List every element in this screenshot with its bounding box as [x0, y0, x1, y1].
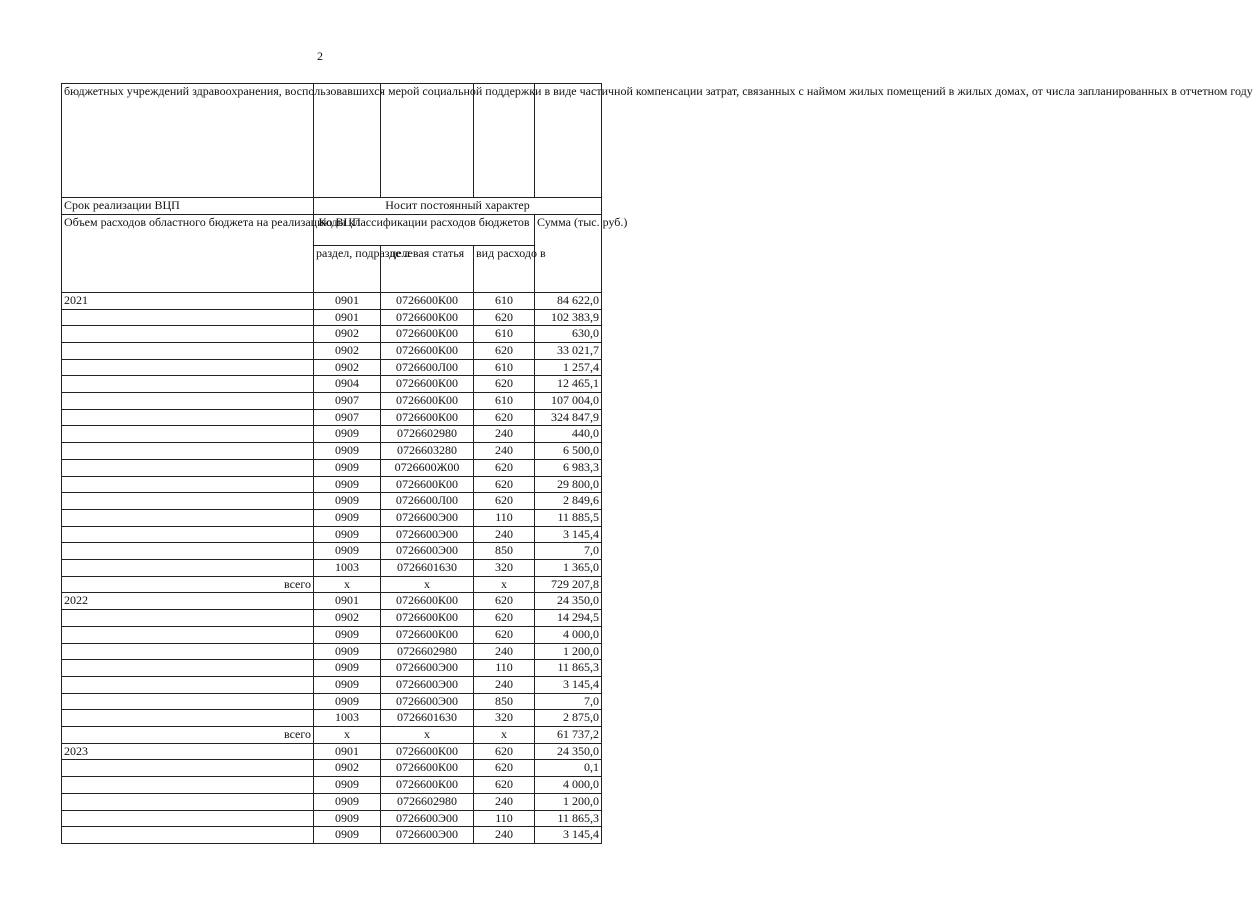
type-code: 610: [474, 359, 535, 376]
target-code: 0726602980: [381, 793, 474, 810]
year-cell: [62, 443, 314, 460]
total-sum: 729 207,8: [535, 576, 602, 593]
target-code: 0726600Э00: [381, 810, 474, 827]
section-code: 0909: [314, 793, 381, 810]
type-code: 240: [474, 676, 535, 693]
expenses-label: Объем расходов областного бюджета на реализацию ВЦП: [62, 214, 314, 292]
total-section: х: [314, 727, 381, 744]
table-row: [62, 376, 602, 393]
section-code: 0909: [314, 526, 381, 543]
type-code: 110: [474, 810, 535, 827]
sum-value: 1 365,0: [535, 560, 602, 577]
type-code: 620: [474, 610, 535, 627]
type-code: 620: [474, 743, 535, 760]
sum-value: 4 000,0: [535, 626, 602, 643]
section-code: 0909: [314, 426, 381, 443]
sum-value: 107 004,0: [535, 393, 602, 410]
year-cell: [62, 643, 314, 660]
year-cell: [62, 760, 314, 777]
year-label: 2021: [62, 292, 314, 309]
type-code: 240: [474, 643, 535, 660]
section-code: 0909: [314, 676, 381, 693]
type-code: 620: [474, 376, 535, 393]
table-row: [62, 593, 602, 610]
table-row: [62, 409, 602, 426]
target-code: 0726600К00: [381, 292, 474, 309]
table-row: [62, 359, 602, 376]
sum-value: 0,1: [535, 760, 602, 777]
section-code: 0902: [314, 610, 381, 627]
section-code: 0902: [314, 760, 381, 777]
type-code: 620: [474, 760, 535, 777]
type-code: 240: [474, 526, 535, 543]
year-cell: [62, 560, 314, 577]
target-code: 0726600К00: [381, 610, 474, 627]
section-code: 0907: [314, 409, 381, 426]
sum-value: 3 145,4: [535, 526, 602, 543]
table-row: [62, 610, 602, 627]
target-code: 0726600К00: [381, 376, 474, 393]
section-code: 0901: [314, 593, 381, 610]
sum-value: 1 200,0: [535, 643, 602, 660]
year-cell: [62, 309, 314, 326]
type-code: 620: [474, 476, 535, 493]
type-code: 620: [474, 342, 535, 359]
total-type: х: [474, 727, 535, 744]
table-row: [62, 793, 602, 810]
table-row: [62, 342, 602, 359]
type-code: 240: [474, 827, 535, 844]
year-cell: [62, 526, 314, 543]
total-row: [62, 727, 602, 744]
target-code: 0726600Ж00: [381, 459, 474, 476]
term-label: Срок реализации ВЦП: [62, 198, 314, 215]
target-code: 0726600Э00: [381, 660, 474, 677]
year-label: 2022: [62, 593, 314, 610]
total-target: х: [381, 576, 474, 593]
target-code: 0726600Э00: [381, 693, 474, 710]
type-code: 620: [474, 493, 535, 510]
total-row: [62, 576, 602, 593]
sum-value: 1 200,0: [535, 793, 602, 810]
target-code: 0726600К00: [381, 777, 474, 794]
year-cell: [62, 660, 314, 677]
sum-value: 7,0: [535, 693, 602, 710]
section-code: 0909: [314, 810, 381, 827]
section-code: 0902: [314, 342, 381, 359]
sum-value: 102 383,9: [535, 309, 602, 326]
sum-value: 1 257,4: [535, 359, 602, 376]
total-label: всего: [62, 727, 314, 744]
codes-header: Коды классификации расходов бюджетов: [314, 214, 535, 245]
type-code: 620: [474, 777, 535, 794]
target-code: 0726600Э00: [381, 827, 474, 844]
section-code: 0902: [314, 359, 381, 376]
table-row: [62, 493, 602, 510]
year-cell: [62, 693, 314, 710]
table-row: [62, 643, 602, 660]
type-code: 850: [474, 693, 535, 710]
col-section-header: раздел, подразде л: [314, 245, 381, 292]
target-code: 0726601630: [381, 560, 474, 577]
target-code: 0726600Э00: [381, 509, 474, 526]
year-cell: [62, 376, 314, 393]
sum-value: 11 865,3: [535, 660, 602, 677]
year-cell: [62, 426, 314, 443]
year-cell: [62, 459, 314, 476]
type-code: 620: [474, 593, 535, 610]
type-code: 240: [474, 793, 535, 810]
target-code: 0726600К00: [381, 593, 474, 610]
sum-value: 33 021,7: [535, 342, 602, 359]
sum-value: 11 885,5: [535, 509, 602, 526]
sum-value: 24 350,0: [535, 743, 602, 760]
section-code: 0909: [314, 660, 381, 677]
table-row: [62, 443, 602, 460]
type-code: 320: [474, 710, 535, 727]
sum-value: 6 500,0: [535, 443, 602, 460]
table-row: [62, 810, 602, 827]
sum-value: 630,0: [535, 326, 602, 343]
term-row: [62, 198, 602, 215]
table-row: [62, 827, 602, 844]
program-table: [61, 83, 1253, 844]
table-row: [62, 693, 602, 710]
section-code: 0909: [314, 476, 381, 493]
table-row: [62, 393, 602, 410]
year-cell: [62, 610, 314, 627]
sum-value: 24 350,0: [535, 593, 602, 610]
year-cell: [62, 359, 314, 376]
sum-value: 14 294,5: [535, 610, 602, 627]
total-section: х: [314, 576, 381, 593]
section-code: 0909: [314, 443, 381, 460]
section-code: 0909: [314, 626, 381, 643]
section-code: 0909: [314, 643, 381, 660]
page-number: 2: [317, 49, 323, 63]
sum-value: 7,0: [535, 543, 602, 560]
target-code: 0726600Э00: [381, 526, 474, 543]
target-code: 0726602980: [381, 643, 474, 660]
sum-value: 2 849,6: [535, 493, 602, 510]
section-code: 0902: [314, 326, 381, 343]
target-code: 0726602980: [381, 426, 474, 443]
sum-value: 440,0: [535, 426, 602, 443]
table-row: [62, 777, 602, 794]
year-cell: [62, 409, 314, 426]
section-code: 0909: [314, 493, 381, 510]
target-code: 0726601630: [381, 710, 474, 727]
target-code: 0726600К00: [381, 326, 474, 343]
sum-value: 3 145,4: [535, 676, 602, 693]
total-type: х: [474, 576, 535, 593]
target-code: 0726600К00: [381, 309, 474, 326]
table-row: [62, 660, 602, 677]
target-code: 0726600Л00: [381, 359, 474, 376]
indicator-text: бюджетных учреждений здравоохранения, воспользовавшихся мерой социальной поддержки в виде частичной компенсации затрат, связанных с наймом жилых помещений в жилых домах, от числа запланированных в отчетном году: [62, 84, 314, 198]
section-code: 0907: [314, 393, 381, 410]
year-cell: [62, 476, 314, 493]
target-code: 0726600К00: [381, 743, 474, 760]
section-code: 0909: [314, 459, 381, 476]
year-cell: [62, 326, 314, 343]
col-type-header: вид расходо в: [474, 245, 535, 292]
section-code: 0901: [314, 743, 381, 760]
section-code: 1003: [314, 710, 381, 727]
section-code: 0909: [314, 509, 381, 526]
section-code: 0909: [314, 543, 381, 560]
table-row: [62, 476, 602, 493]
target-code: 0726600К00: [381, 476, 474, 493]
year-cell: [62, 827, 314, 844]
sum-value: 2 875,0: [535, 710, 602, 727]
term-value: Носит постоянный характер: [314, 198, 602, 215]
target-code: 0726600Э00: [381, 676, 474, 693]
year-cell: [62, 793, 314, 810]
type-code: 610: [474, 292, 535, 309]
table-row: [62, 426, 602, 443]
table-row: [62, 292, 602, 309]
type-code: 620: [474, 626, 535, 643]
total-target: х: [381, 727, 474, 744]
section-code: 0904: [314, 376, 381, 393]
sum-header: Сумма (тыс. руб.): [535, 214, 602, 292]
total-sum: 61 737,2: [535, 727, 602, 744]
year-cell: [62, 626, 314, 643]
sum-value: 84 622,0: [535, 292, 602, 309]
section-code: 0901: [314, 292, 381, 309]
year-cell: [62, 393, 314, 410]
table-row: [62, 509, 602, 526]
type-code: 320: [474, 560, 535, 577]
table-row: [62, 743, 602, 760]
year-cell: [62, 810, 314, 827]
indicator-row: [62, 84, 602, 198]
type-code: 620: [474, 409, 535, 426]
type-code: 620: [474, 309, 535, 326]
year-cell: [62, 543, 314, 560]
table-row: [62, 526, 602, 543]
sum-value: 12 465,1: [535, 376, 602, 393]
table-row: [62, 676, 602, 693]
year-cell: [62, 509, 314, 526]
year-label: 2023: [62, 743, 314, 760]
year-cell: [62, 710, 314, 727]
target-code: 0726600К00: [381, 393, 474, 410]
target-code: 0726600К00: [381, 342, 474, 359]
table-row: [62, 560, 602, 577]
year-cell: [62, 777, 314, 794]
table-row: [62, 626, 602, 643]
table-row: [62, 710, 602, 727]
sum-value: 6 983,3: [535, 459, 602, 476]
target-code: 0726600К00: [381, 760, 474, 777]
year-cell: [62, 493, 314, 510]
type-code: 610: [474, 393, 535, 410]
sum-value: 4 000,0: [535, 777, 602, 794]
year-cell: [62, 342, 314, 359]
table-row: [62, 326, 602, 343]
section-code: 0909: [314, 693, 381, 710]
type-code: 240: [474, 426, 535, 443]
target-code: 0726603280: [381, 443, 474, 460]
table-row: [62, 459, 602, 476]
type-code: 620: [474, 459, 535, 476]
table-row: [62, 543, 602, 560]
section-code: 0909: [314, 827, 381, 844]
type-code: 240: [474, 443, 535, 460]
table-row: [62, 760, 602, 777]
section-code: 0901: [314, 309, 381, 326]
target-code: 0726600Э00: [381, 543, 474, 560]
target-code: 0726600К00: [381, 409, 474, 426]
sum-value: 3 145,4: [535, 827, 602, 844]
year-cell: [62, 676, 314, 693]
total-label: всего: [62, 576, 314, 593]
target-code: 0726600К00: [381, 626, 474, 643]
target-code: 0726600Л00: [381, 493, 474, 510]
section-code: 1003: [314, 560, 381, 577]
section-code: 0909: [314, 777, 381, 794]
sum-value: 29 800,0: [535, 476, 602, 493]
type-code: 610: [474, 326, 535, 343]
table-row: [62, 309, 602, 326]
sum-value: 324 847,9: [535, 409, 602, 426]
expenses-header-row: [62, 214, 602, 245]
col-target-header: целевая статья: [381, 245, 474, 292]
type-code: 110: [474, 660, 535, 677]
sum-value: 11 865,3: [535, 810, 602, 827]
type-code: 850: [474, 543, 535, 560]
type-code: 110: [474, 509, 535, 526]
